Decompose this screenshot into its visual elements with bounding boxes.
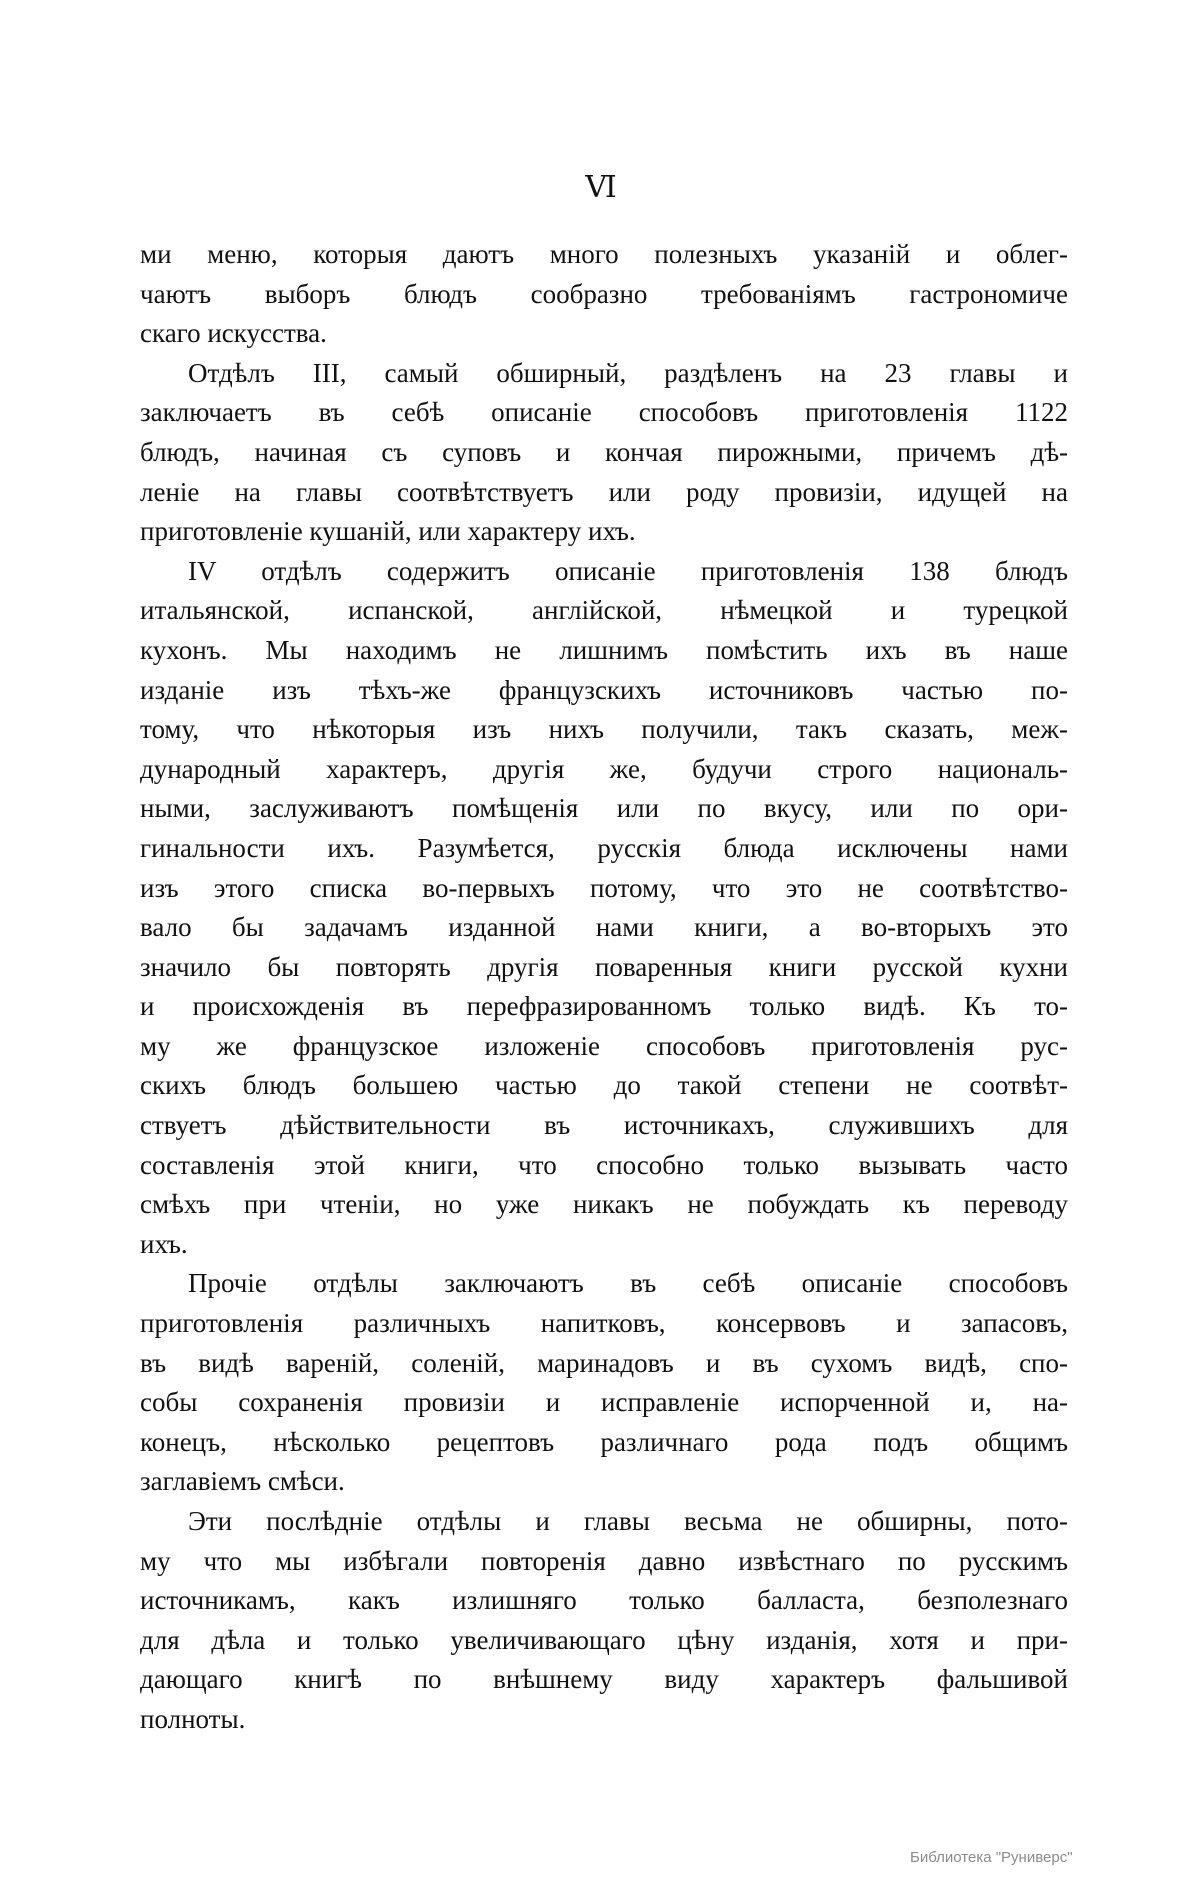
text-line: и происхожденія въ перефразированномъ только видѣ. Къ то- [140, 991, 1068, 1022]
text-line: источникамъ, какъ излишняго только балласта, безполезнаго [140, 1585, 1068, 1616]
paragraph [140, 354, 1068, 552]
text-line: заглавіемъ смѣси. [140, 1466, 345, 1497]
text-line: тому, что нѣкоторыя изъ нихъ получили, такъ сказать, меж- [140, 714, 1068, 745]
library-watermark: Библиотека "Руниверс" [910, 1849, 1073, 1866]
paragraph [140, 1502, 1068, 1740]
text-line: смѣхъ при чтеніи, но уже никакъ не побуждать къ переводу [140, 1189, 1068, 1220]
text-line: дународный характеръ, другія же, будучи строго националь- [140, 753, 1068, 784]
text-line: приготовленія различныхъ напитковъ, консервовъ и запасовъ, [140, 1308, 1068, 1339]
text-line: составленія этой книги, что способно только вызывать часто [140, 1149, 1068, 1180]
text-line: въ видѣ вареній, соленій, маринадовъ и въ сухомъ видѣ, спо- [140, 1347, 1068, 1378]
page-number: VI [585, 170, 615, 205]
text-line: приготовленіе кушаній, или характеру ихъ. [140, 516, 636, 547]
text-line: итальянской, испанской, англійской, нѣмецкой и турецкой [140, 595, 1068, 626]
text-line: му же французское изложеніе способовъ приготовленія рус- [140, 1030, 1068, 1061]
body-text [140, 235, 1068, 1740]
text-line: IV отдѣлъ содержитъ описаніе приготовленія 138 блюдъ [188, 555, 1068, 586]
text-line: скаго искусства. [140, 318, 327, 349]
text-line: изданіе изъ тѣхъ-же французскихъ источниковъ частью по- [140, 674, 1068, 705]
text-line: заключаетъ въ себѣ описаніе способовъ приготовленія 1122 [140, 397, 1068, 428]
text-line: вало бы задачамъ изданной нами книги, а во-вторыхъ это [140, 912, 1068, 943]
paragraph [140, 552, 1068, 1265]
text-line: блюдъ, начиная съ суповъ и кончая пирожными, причемъ дѣ- [140, 436, 1068, 467]
text-line: Прочіе отдѣлы заключаютъ въ себѣ описаніе способовъ [188, 1268, 1068, 1299]
text-line: скихъ блюдъ большею частью до такой степени не соотвѣт- [140, 1070, 1068, 1101]
text-line: Эти послѣдніе отдѣлы и главы весьма не обширны, пото- [188, 1506, 1068, 1536]
text-line: полноты. [140, 1703, 246, 1734]
text-line: значило бы повторять другія поваренныя книги русской кухни [140, 951, 1068, 982]
text-line: дающаго книгѣ по внѣшнему виду характеръ фальшивой [140, 1664, 1068, 1695]
text-line: му что мы избѣгали повторенія давно извѣстнаго по русскимъ [140, 1545, 1068, 1576]
text-line: ствуетъ дѣйствительности въ источникахъ, служившихъ для [140, 1110, 1068, 1141]
text-line: ми меню, которыя даютъ много полезныхъ указаній и облег- [140, 239, 1068, 269]
paragraph [140, 235, 1068, 354]
text-line: леніе на главы соотвѣтствуетъ или роду провизіи, идущей на [140, 476, 1068, 507]
text-line: собы сохраненія провизіи и исправленіе испорченной и, на- [140, 1387, 1068, 1418]
text-line: конецъ, нѣсколько рецептовъ различнаго рода подъ общимъ [140, 1426, 1068, 1457]
text-line: для дѣла и только увеличивающаго цѣну изданія, хотя и при- [140, 1624, 1068, 1655]
text-line: гинальности ихъ. Разумѣется, русскія блюда исключены нами [140, 832, 1068, 863]
text-line: кухонъ. Мы находимъ не лишнимъ помѣстить ихъ въ наше [140, 634, 1068, 665]
text-line: изъ этого списка во-первыхъ потому, что это не соотвѣтство- [140, 872, 1068, 903]
text-line: чаютъ выборъ блюдъ сообразно требованіямъ гастрономиче [140, 278, 1068, 309]
text-line: ными, заслуживаютъ помѣщенія или по вкусу, или по ори- [140, 793, 1068, 824]
text-line: ихъ. [140, 1228, 188, 1259]
text-line: Отдѣлъ III, самый обширный, раздѣленъ на 23 главы и [188, 357, 1068, 388]
paragraph [140, 1264, 1068, 1502]
